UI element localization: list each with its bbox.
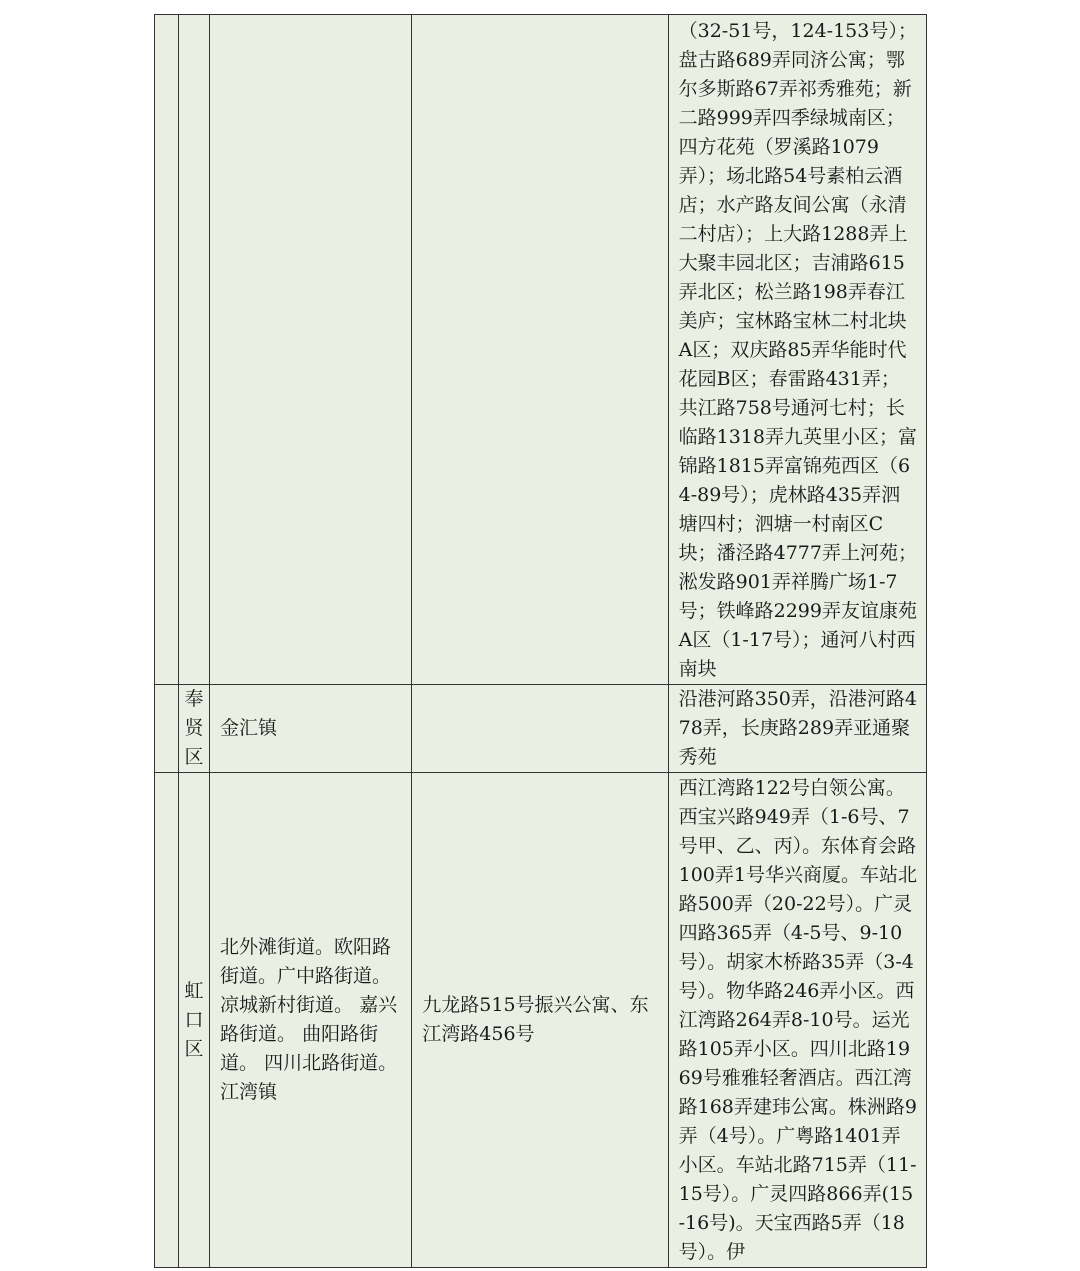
district-cell <box>179 773 210 1268</box>
district-cell <box>179 15 210 685</box>
detail-cell: 沿港河路350弄，沿港河路478弄，长庚路289弄亚通聚秀苑 <box>668 685 926 773</box>
table-row <box>155 773 927 1268</box>
area-cell <box>412 685 668 773</box>
area-cell <box>412 15 668 685</box>
detail-cell: 西江湾路122号白领公寓。西宝兴路949弄（1-6号、7号甲、乙、丙）。东体育会路100弄1号华兴商厦。车站北路500弄（20-22号）。广灵四路365弄（4-5号、9-10号）。胡家木桥路35弄（3-4号）。物华路246弄小区。西江湾路264弄8-10号。运光路105弄小区。四川北路1969号雅雅轻奢酒店。西江湾路168弄建玮公寓。株洲路9弄（4号）。广粤路1401弄小区。车站北路715弄（11-15号）。广灵四路866弄(15-16号)。天宝西路5弄（18号）。伊 <box>668 773 926 1268</box>
blank-cell <box>155 773 179 1268</box>
table-row <box>155 15 927 685</box>
document-table <box>154 14 927 1268</box>
blank-cell <box>155 15 179 685</box>
district-name: 虹口区 <box>184 979 204 1060</box>
detail-cell: （32-51号，124-153号）；盘古路689弄同济公寓；鄂尔多斯路67弄祁秀雅苑；新二路999弄四季绿城南区；四方花苑（罗溪路1079弄）；场北路54号素柏云酒店；水产路友间公寓（永清二村店）；上大路1288弄上大聚丰园北区；吉浦路615弄北区；松兰路198弄春江美庐；宝林路宝林二村北块A区；双庆路85弄华能时代花园B区；春雷路431弄；共江路758号通河七村；长临路1318弄九英里小区；富锦路1815弄富锦苑西区（64-89号）；虎林路435弄泗塘四村；泗塘一村南区C块；潘泾路4777弄上河苑；淞发路901弄祥腾广场1-7号；铁峰路2299弄友谊康苑A区（1-17号）；通河八村西南块 <box>668 15 926 685</box>
table-row <box>155 685 927 773</box>
street-cell: 金汇镇 <box>210 685 412 773</box>
area-cell: 九龙路515号振兴公寓、东江湾路456号 <box>412 773 668 1268</box>
street-cell: 北外滩街道。欧阳路街道。广中路街道。凉城新村街道。 嘉兴路街道。 曲阳路街道。 四川北路街道。江湾镇 <box>210 773 412 1268</box>
blank-cell <box>155 685 179 773</box>
district-name: 奉贤区 <box>184 688 204 768</box>
district-cell <box>179 685 210 773</box>
street-cell <box>210 15 412 685</box>
